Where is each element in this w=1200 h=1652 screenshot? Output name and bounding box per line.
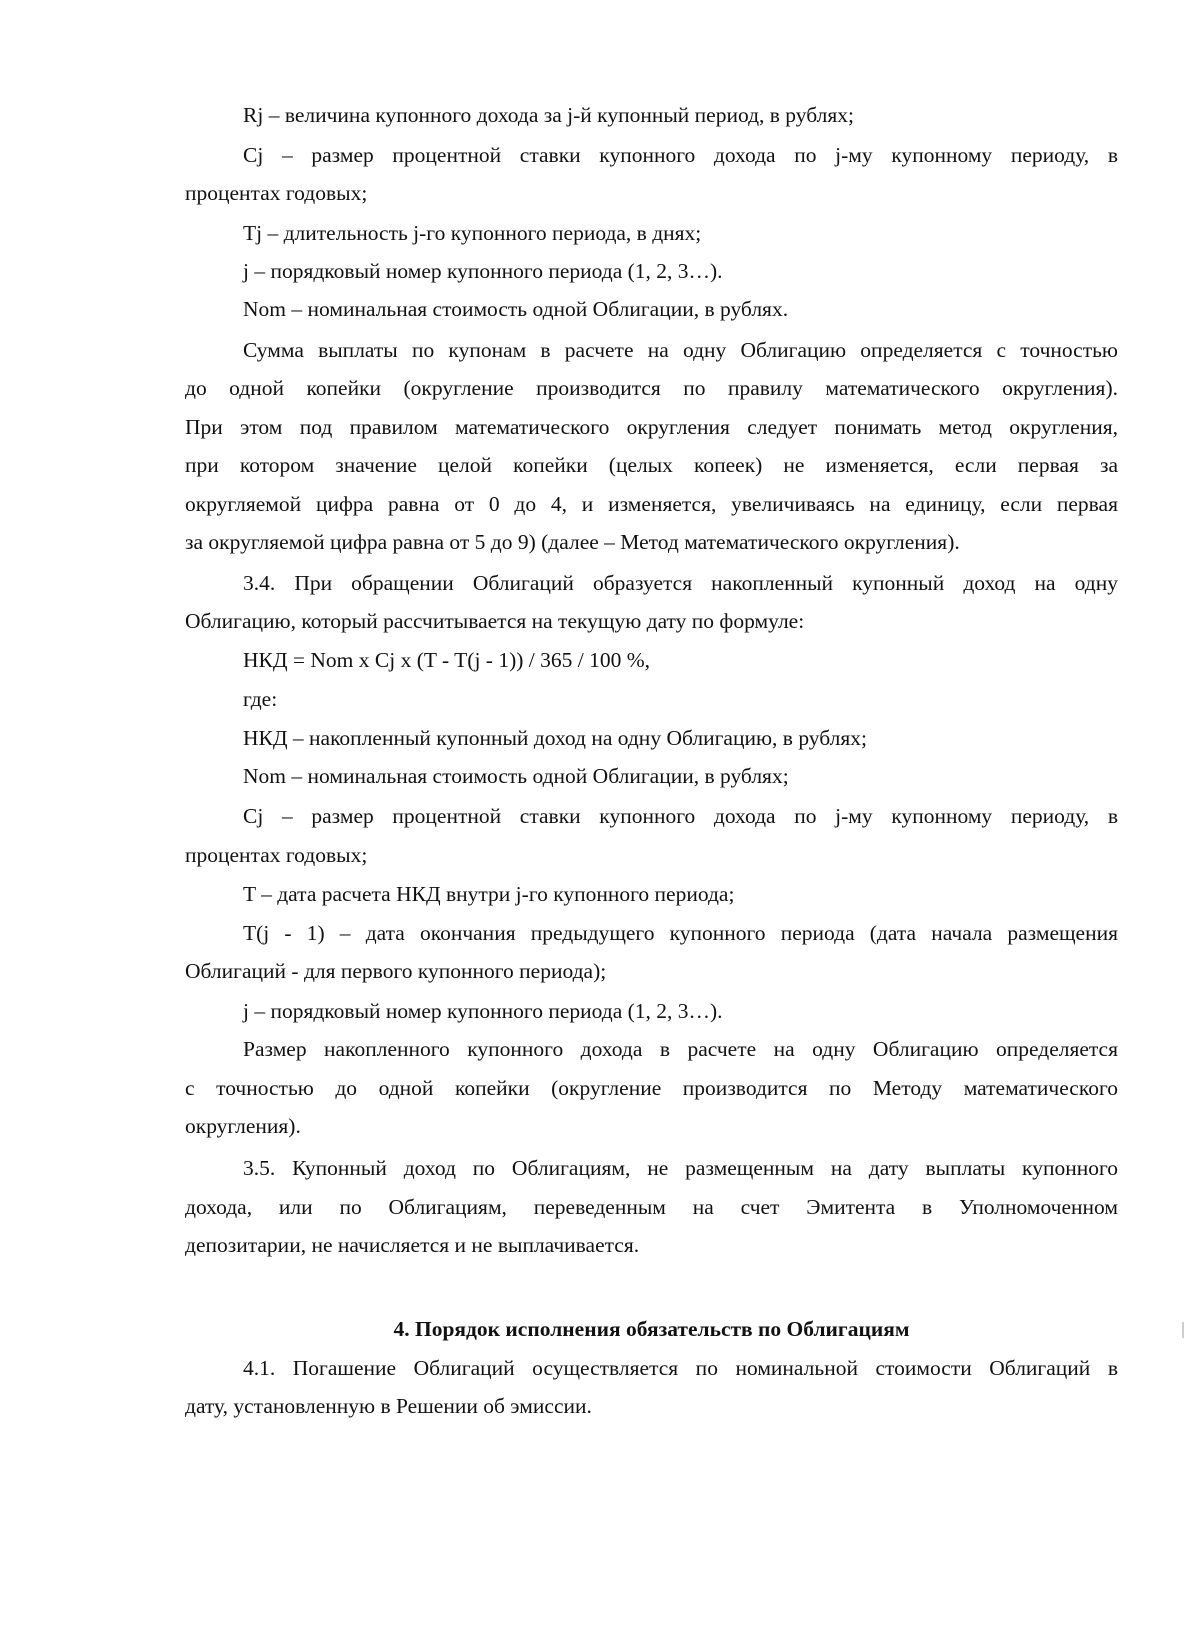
text-line: Сумма выплаты по купонам в расчете на одну Облигацию определяется с точностью (243, 338, 1118, 362)
text-line: процентах годовых; (185, 181, 368, 205)
text-line: НКД = Nom x Cj x (T - T(j - 1)) / 365 / 100 %, (243, 648, 650, 672)
text-line: за округляемой цифра равна от 5 до 9) (далее – Метод математического округления). (185, 530, 960, 554)
text-line: округляемой цифра равна от 0 до 4, и изменяется, увеличиваясь на единицу, если первая (185, 492, 1118, 516)
text-line: депозитарии, не начисляется и не выплачивается. (185, 1233, 640, 1257)
text-line: округления). (185, 1114, 301, 1138)
text-line: 3.5. Купонный доход по Облигациям, не размещенным на дату выплаты купонного (243, 1156, 1118, 1180)
text-line: дохода, или по Облигациям, переведенным на счет Эмитента в Уполномоченном (185, 1195, 1118, 1219)
section-heading: 4. Порядок исполнения обязательств по Облигациям (393, 1317, 910, 1341)
text-line: с точностью до одной копейки (округление производится по Методу математического (185, 1076, 1118, 1100)
text-line: процентах годовых; (185, 843, 368, 867)
text-line: 4.1. Погашение Облигаций осуществляется по номинальной стоимости Облигаций в (243, 1356, 1118, 1380)
text-line: Облигаций - для первого купонного периода); (185, 959, 607, 983)
text-line: дату, установленную в Решении об эмиссии. (185, 1394, 592, 1418)
text-line: Rj – величина купонного дохода за j-й купонный период, в рублях; (243, 103, 854, 127)
text-line: НКД – накопленный купонный доход на одну Облигацию, в рублях; (243, 726, 867, 750)
text-line: Cj – размер процентной ставки купонного дохода по j-му купонному периоду, в (243, 143, 1118, 167)
text-line: Tj – длительность j-го купонного периода, в днях; (243, 221, 702, 245)
text-line: где: (243, 687, 278, 711)
text-line: при котором значение целой копейки (целых копеек) не изменяется, если первая за (185, 453, 1118, 477)
text-line: Размер накопленного купонного дохода в расчете на одну Облигацию определяется (243, 1037, 1118, 1061)
text-line: Nom – номинальная стоимость одной Облигации, в рублях. (243, 297, 789, 321)
text-line: 3.4. При обращении Облигаций образуется накопленный купонный доход на одну (243, 571, 1118, 595)
scan-edge-mark (1182, 1322, 1184, 1338)
text-line: до одной копейки (округление производится по правилу математического округления). (185, 376, 1118, 400)
text-line: T – дата расчета НКД внутри j-го купонного периода; (243, 882, 735, 906)
text-line: При этом под правилом математического округления следует понимать метод округления, (185, 415, 1118, 439)
text-line: j – порядковый номер купонного периода (1, 2, 3…). (243, 999, 723, 1023)
text-line: Cj – размер процентной ставки купонного дохода по j-му купонному периоду, в (243, 804, 1118, 828)
text-line: T(j - 1) – дата окончания предыдущего купонного периода (дата начала размещения (243, 921, 1118, 945)
text-line: j – порядковый номер купонного периода (1, 2, 3…). (243, 259, 723, 283)
text-line: Nom – номинальная стоимость одной Облигации, в рублях; (243, 764, 789, 788)
text-line: Облигацию, который рассчитывается на текущую дату по формуле: (185, 609, 805, 633)
